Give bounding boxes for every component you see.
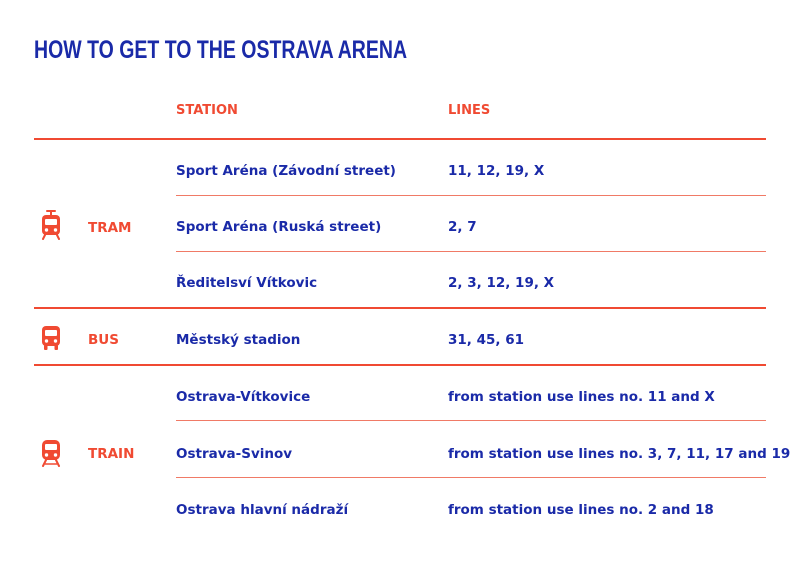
lines-cell: from station use lines no. 2 and 18 [448,502,714,518]
row-divider [176,195,766,196]
row-divider [176,251,766,252]
station-cell: Sport Aréna (Ruská street) [176,219,382,235]
station-cell: Ostrava-Svinov [176,446,293,462]
lines-cell: 2, 3, 12, 19, X [448,275,555,291]
page-title: HOW TO GET TO THE OSTRAVA ARENA [34,36,408,64]
lines-cell: from station use lines no. 11 and X [448,389,715,405]
station-cell: Ostrava hlavní nádraží [176,502,349,518]
station-cell: Sport Aréna (Závodní street) [176,163,396,179]
train-icon [41,439,61,467]
row-divider [176,477,766,478]
lines-column-header: LINES [448,103,491,118]
mode-label-bus: BUS [88,332,119,348]
bus-icon [41,325,61,351]
station-cell: Ředitelsví Vítkovic [176,275,318,291]
row-divider [176,420,766,421]
group-divider [34,307,766,309]
group-divider [34,364,766,366]
station-cell: Městský stadion [176,332,301,348]
lines-cell: 2, 7 [448,219,477,235]
lines-cell: from station use lines no. 3, 7, 11, 17 and 19 [448,446,791,462]
header-divider [34,138,766,140]
mode-label-train: TRAIN [88,446,135,462]
tram-icon [41,210,61,240]
lines-cell: 11, 12, 19, X [448,163,545,179]
lines-cell: 31, 45, 61 [448,332,525,348]
station-cell: Ostrava-Vítkovice [176,389,311,405]
station-column-header: STATION [176,103,238,118]
mode-label-tram: TRAM [88,220,132,236]
